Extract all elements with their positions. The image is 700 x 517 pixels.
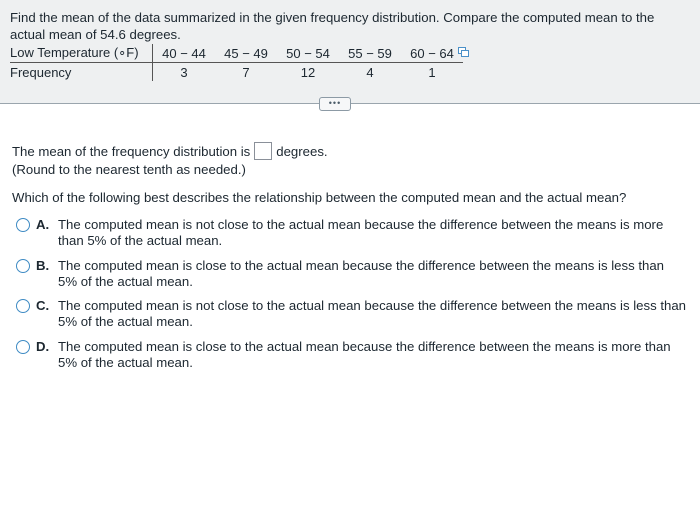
frequency-table bbox=[10, 44, 463, 81]
class-cell: 40 − 44 bbox=[153, 44, 216, 63]
question2-text: Which of the following best describes the relationship between the computed mean and the actual mean? bbox=[12, 190, 627, 205]
answer-line bbox=[12, 142, 328, 160]
rounding-note: (Round to the nearest tenth as needed.) bbox=[12, 162, 246, 177]
radio-button[interactable] bbox=[16, 218, 30, 232]
class-cell: 50 − 54 bbox=[277, 44, 339, 63]
question-header bbox=[0, 0, 700, 103]
class-cell: 55 − 59 bbox=[339, 44, 401, 63]
row-header-frequency: Frequency bbox=[10, 64, 72, 80]
table-row bbox=[10, 44, 463, 63]
class-cell: 45 − 49 bbox=[215, 44, 277, 63]
option-text: The computed mean is not close to the actual mean because the difference between the means is more than 5% of the actual mean. bbox=[58, 217, 664, 248]
class-cell: 60 − 64 bbox=[401, 44, 463, 63]
option-b[interactable] bbox=[16, 258, 686, 290]
question-text: Find the mean of the data summarized in the given frequency distribution. Compare the computed mean to the actual mean of 54.6 degrees. bbox=[10, 10, 655, 42]
option-letter: C. bbox=[36, 298, 50, 313]
option-letter: D. bbox=[36, 339, 50, 354]
frequency-cell: 3 bbox=[153, 63, 216, 82]
answer-prefix: The mean of the frequency distribution is bbox=[12, 143, 251, 159]
frequency-cell: 12 bbox=[300, 64, 316, 80]
option-letter: B. bbox=[36, 258, 50, 273]
mean-answer-input[interactable] bbox=[254, 142, 272, 160]
frequency-cell: 7 bbox=[242, 64, 250, 80]
option-text: The computed mean is not close to the actual mean because the difference between the means is less than 5% of the actual mean. bbox=[58, 298, 687, 329]
option-text: The computed mean is close to the actual mean because the difference between the means is more than 5% of the actual mean. bbox=[58, 339, 671, 370]
table-row bbox=[10, 63, 463, 82]
radio-button[interactable] bbox=[16, 259, 30, 273]
frequency-cell: 1 bbox=[428, 64, 436, 80]
more-button[interactable]: ••• bbox=[319, 97, 351, 111]
frequency-cell: 4 bbox=[366, 64, 374, 80]
copy-icon[interactable] bbox=[458, 47, 469, 57]
option-letter: A. bbox=[36, 217, 50, 232]
answer-suffix: degrees. bbox=[276, 143, 328, 159]
option-d[interactable] bbox=[16, 339, 686, 371]
option-a[interactable] bbox=[16, 217, 686, 249]
option-c[interactable] bbox=[16, 298, 686, 330]
option-text: The computed mean is close to the actual mean because the difference between the means is less than 5% of the actual mean. bbox=[58, 258, 665, 289]
radio-button[interactable] bbox=[16, 340, 30, 354]
radio-button[interactable] bbox=[16, 299, 30, 313]
row-header-temperature: Low Temperature (∘F) bbox=[10, 44, 153, 63]
